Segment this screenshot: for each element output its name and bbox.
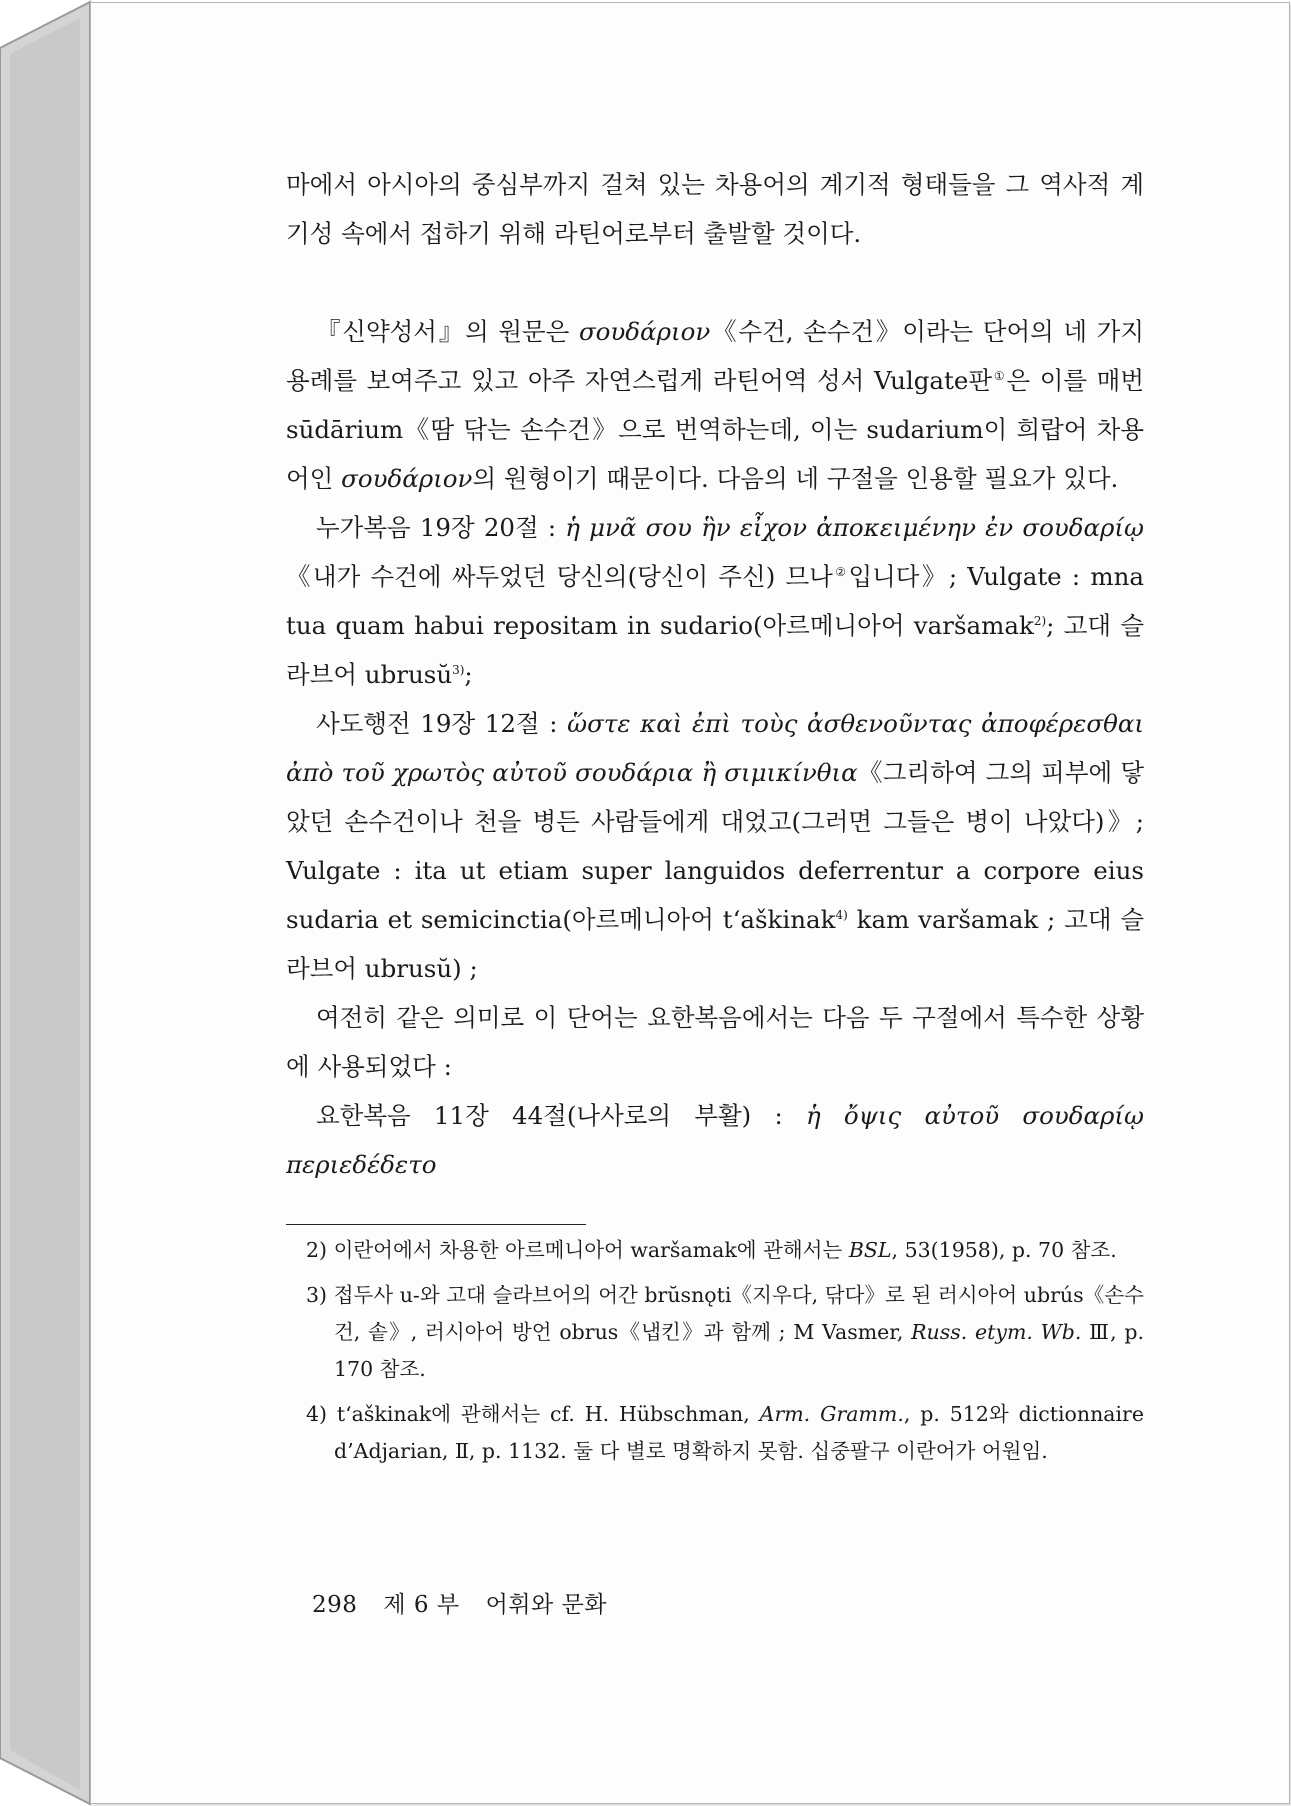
footnote-4: 4) t‘aškinak에 관해서는 cf. H. Hübschman, Arm. Gramm., p. 512와 dictionnaire d’Adjarian, Ⅱ, p. 1132. 둘 다 별로 명확하지 못함. 십중팔구 이란어가 어원임. [306,1402,1144,1463]
paragraph-greek-source: 『신약성서』의 원문은 σουδάριον《수건, 손수건》이라는 단어의 네 가지 용례를 보여주고 있고 아주 자연스럽게 라틴어역 성서 Vulgate판①은 이를 매번 sūdārium《땀 닦는 손수건》으로 번역하는데, 이는 sudarium이 희랍어 차용어인 σουδάριον의 원형이기 때문이다. 다음의 네 구절을 인용할 필요가 있다. [286,317,1144,493]
footnote-ref: 3) [452,662,465,677]
page-number: 298 [312,1592,358,1618]
footnote-divider [286,1224,586,1225]
part-label: 제 6 부 [383,1592,460,1618]
note-marker: ① [992,368,1007,383]
greek-quote: ἡ μνᾶ σου ἣν εἶχον ἀποκειμένην ἐν σουδαρίῳ [565,513,1144,542]
quote-john: 요한복음 11장 44절(나사로의 부활) : ἡ ὄψις αὐτοῦ σουδαρίῳ περιεδέδετο [286,1101,1144,1179]
quote-luke: 누가복음 19장 20절 : ἡ μνᾶ σου ἣν εἶχον ἀποκειμένην ἐν σουδαρίῳ《내가 수건에 싸두었던 당신의(당신이 주신) 므나②입니다》; Vulgate : mna tua quam habui repositam in sudario(아르메니아어 varšamak$^{2)}$; 고대 슬라브어 ubrusŭ$^{3)}$; [286,513,1144,689]
footnote-ref: 2) [1033,613,1047,628]
greek-term: σουδάριον [341,464,473,493]
page-footer [312,1590,633,1620]
paragraph-john-intro: 여전히 같은 의미로 이 단어는 요한복음에서는 다음 두 구절에서 특수한 상황에 사용되었다 : [286,1003,1144,1081]
greek-quote: ἡ ὄψις αὐτοῦ σουδαρίῳ περιεδέδετο [286,1101,1144,1179]
greek-term: σουδάριον [578,317,711,346]
greek-quote: ὥστε καὶ ἐπὶ τοὺς ἀσθενοῦντας ἀποφέρεσθαι ἀπὸ τοῦ χρωτὸς αὐτοῦ σουδάρια ἢ σιμικίνθια [286,709,1144,787]
intro-paragraph: 마에서 아시아의 중심부까지 걸쳐 있는 차용어의 계기적 형태들을 그 역사적 계기성 속에서 접하기 위해 라틴어로부터 출발할 것이다. [286,170,1144,248]
main-text [286,160,1144,1189]
book-spine [0,0,92,1806]
footnotes [306,1232,1144,1478]
footnote-2: 2) 이란어에서 차용한 아르메니아어 waršamak에 관해서는 BSL, 53(1958), p. 70 참조. [306,1238,1117,1262]
quote-acts: 사도행전 19장 12절 : ὥστε καὶ ἐπὶ τοὺς ἀσθενοῦντας ἀποφέρεσθαι ἀπὸ τοῦ χρωτὸς αὐτοῦ σουδάρια ἢ σιμικίνθια《그리하여 그의 피부에 닿았던 손수건이나 천을 병든 사람들에게 대었고(그러면 그들은 병이 나았다)》; Vulgate : ita ut etiam super languidos deferrentur a corpore eius sudaria et semicinctia(아르메니아어 t‘aškinak$^{4)}$ kam varšamak ; 고대 슬라브어 ubrusŭ) ; [286,709,1145,983]
part-title: 어휘와 문화 [485,1592,608,1618]
note-marker: ② [832,564,849,579]
footnote-ref: 4) [835,907,848,922]
footnote-3: 3) 접두사 u-와 고대 슬라브어의 어간 brŭsnǫti《지우다, 닦다》로 된 러시아어 ubrús《손수건, 솥》, 러시아어 방언 obrus《냅킨》과 함께 ; M Vasmer, Russ. etym. Wb. Ⅲ, p. 170 참조. [306,1283,1144,1381]
